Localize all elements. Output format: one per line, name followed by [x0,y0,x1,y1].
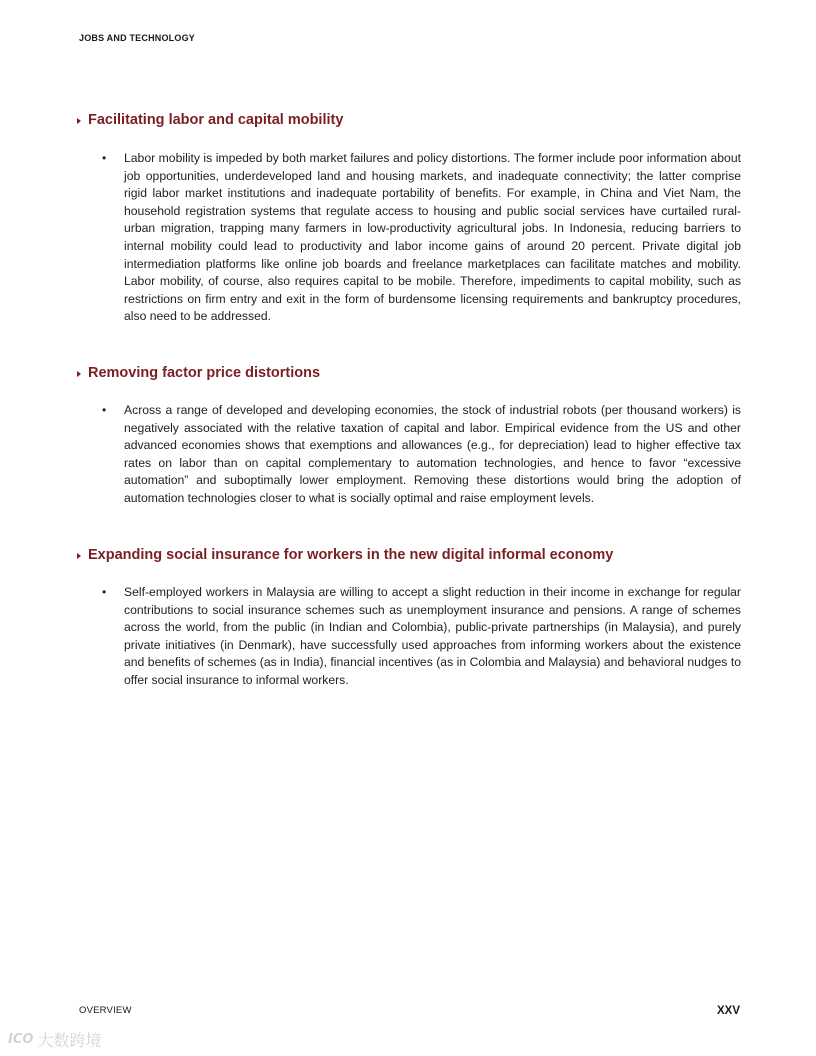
section-social-insurance [77,546,741,690]
running-head: JOBS AND TECHNOLOGY [79,33,195,43]
triangle-right-icon [77,553,81,559]
section-heading [77,364,741,382]
bullet-text: Self-employed workers in Malaysia are willing to accept a slight reduction in their income in exchange for regular contributions to social insurance schemes such as unemployment insurance and pensions. A range of schemes across the world, from the public (in Indian and Colombia), public-private partnerships (in Malaysia), and purely private initiatives (in Denmark), have successfully used approaches from informing workers about the existence and benefits of schemes (as in India), financial incentives (as in Colombia and Malaysia) and behavioral nudges to offer social insurance to informal workers. [124,585,741,687]
bullet-dot-icon: • [102,403,107,417]
section-factor-price [77,364,741,508]
bullet-item [77,150,741,326]
section-facilitating-mobility [77,111,741,326]
section-heading-text: Removing factor price distortions [88,365,321,381]
watermark-logo-icon: ICO [8,1032,34,1047]
bullet-list [77,402,741,508]
section-heading-text: Expanding social insurance for workers in the new digital informal economy [88,547,614,563]
bullet-text: Across a range of developed and developing economies, the stock of industrial robots (per thousand workers) is negatively associated with the relative taxation of capital and labor. Empirical evidence from the US and other advanced economies shows that exemptions and allowances (e.g., for depreciation) lead to higher effective tax rates on labor than on capital complementary to automation technologies, and hence to favor “excessive automation” and suboptimally lower employment. Removing these distortions would bring the adoption of automation technologies closer to what is socially optimal and raise employment levels. [124,403,741,505]
section-heading [77,111,741,129]
bullet-text: Labor mobility is impeded by both market failures and policy distortions. The former include poor information about job opportunities, underdeveloped land and housing markets, and inadequate connectivity; the latter comprise rigid labor market institutions and inadequate portability of benefits. For example, in China and Viet Nam, the household registration systems that regulate access to housing and public social services have curtailed rural-urban migration, trapping many farmers in low-productivity agricultural jobs. In Indonesia, reducing barriers to internal mobility could lead to productivity and labor income gains of around 20 percent. Private digital job intermediation platforms like online job boards and freelance marketplaces can facilitate matches and mobility. Labor mobility, of course, also requires capital to be mobile. Therefore, impediments to capital mobility, such as restrictions on firm entry and exit in the form of burdensome licensing requirements and bankruptcy procedures, also need to be addressed. [124,151,741,324]
footer-section-label: OVERVIEW [79,1005,132,1016]
triangle-right-icon [77,118,81,124]
section-heading-text: Facilitating labor and capital mobility [88,112,344,128]
bullet-list [77,150,741,326]
triangle-right-icon [77,371,81,377]
bullet-list [77,584,741,690]
bullet-item [77,584,741,690]
page-number: XXV [716,1005,740,1017]
section-heading [77,546,741,564]
bullet-dot-icon: • [102,585,107,599]
watermark-text: 大数跨境 [37,1031,102,1050]
watermark [8,1028,101,1051]
bullet-item [77,402,741,508]
bullet-dot-icon: • [102,151,107,165]
